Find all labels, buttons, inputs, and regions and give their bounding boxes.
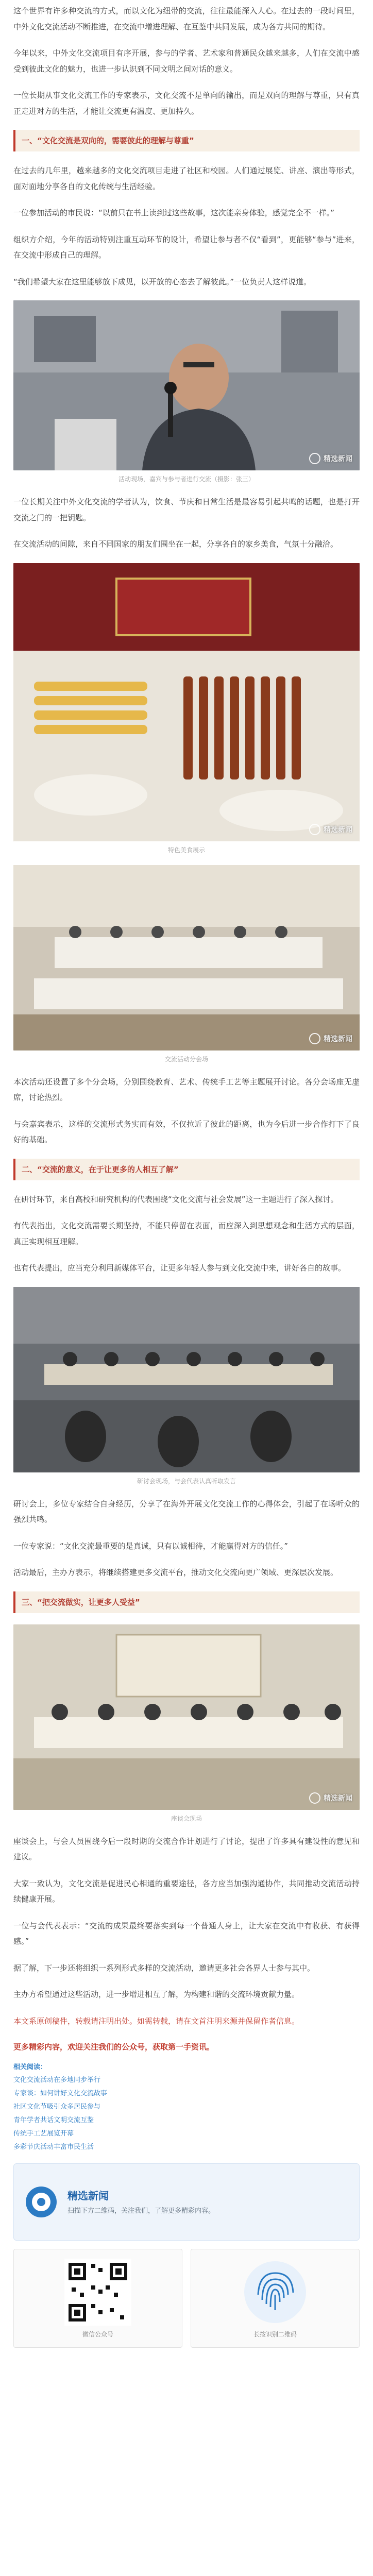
qr-code-icon	[64, 2259, 131, 2326]
paragraph: 一位专家说：“文化交流最重要的是真诚，只有以诚相待，才能赢得对方的信任。”	[13, 1541, 289, 1551]
photo-watermark	[309, 1033, 352, 1044]
qr-label: 微信公众号	[82, 2330, 113, 2338]
photo-watermark	[309, 453, 352, 464]
paragraph: 在研讨环节，来自高校和研究机构的代表围绕“文化交流与社会发展”这一主题进行了深入探讨。	[13, 1194, 338, 1204]
photo-watermark	[309, 824, 352, 835]
paragraph: 一位长期关注中外文化交流的学者认为，饮食、节庆和日常生活是最容易引起共鸣的话题，也是打开交流之门的一把钥匙。	[13, 497, 360, 522]
photo-caption: 座谈会现场	[171, 1815, 202, 1822]
promo-banner[interactable]	[13, 2163, 360, 2241]
photo-caption: 交流活动分会场	[164, 1055, 208, 1063]
photo-caption: 研讨会现场，与会代表认真听取发言	[137, 1477, 236, 1485]
watermark-logo-icon	[309, 824, 320, 835]
photo-caption: 特色美食展示	[167, 846, 205, 854]
section-heading: 三、“把交流做实，让更多人受益”	[13, 1591, 360, 1613]
related-link[interactable]: 传统手工艺展览开幕	[13, 2130, 74, 2138]
article-photo	[13, 1287, 360, 1472]
related-link[interactable]: 专家谈：如何讲好文化交流故事	[13, 2090, 108, 2097]
promo-title: 精选新闻	[67, 2189, 109, 2202]
related-list	[13, 2074, 360, 2154]
qr-card[interactable]	[191, 2249, 360, 2348]
related-title: 相关阅读：	[13, 2063, 47, 2071]
paragraph: 本次活动还设置了多个分会场，分别围绕教育、艺术、传统手工艺等主题展开讨论。各分会场座无虚席，讨论热烈。	[13, 1077, 360, 1102]
follow-note: 更多精彩内容，欢迎关注我们的公众号，获取第一手资讯。	[13, 2042, 215, 2052]
paragraph: “我们希望大家在这里能够放下成见，以开放的心态去了解彼此。”一位负责人这样说道。	[13, 277, 312, 286]
photo-seminar	[13, 1287, 360, 1472]
article-photo	[13, 300, 360, 470]
photo-caption: 活动现场，嘉宾与参与者进行交流（摄影：张三）	[118, 476, 255, 483]
brand-logo-icon	[23, 2184, 59, 2220]
paragraph: 一位长期从事文化交流工作的专家表示，文化交流不是单向的输出，而是双向的理解与尊重，只有真正走进对方的生活，才能让交流更有温度、更加持久。	[13, 91, 360, 116]
paragraph: 大家一致认为，文化交流是促进民心相通的重要途径，各方应当加强沟通协作，共同推动交流活动持续健康开展。	[13, 1878, 360, 1904]
article-photo	[13, 865, 360, 1050]
related-link[interactable]: 青年学者共话文明交流互鉴	[13, 2116, 94, 2124]
paragraph: 活动最后，主办方表示，将继续搭建更多交流平台，推动文化交流向更广领域、更深层次发展。	[13, 1568, 338, 1577]
paragraph: 也有代表提出，应当充分利用新媒体平台，让更多年轻人参与到文化交流中来，讲好各自的故事。	[13, 1263, 346, 1273]
paragraph: 在交流活动的间隙，来自不同国家的朋友们围坐在一起，分享各自的家乡美食，气氛十分融洽。	[13, 539, 338, 549]
watermark-logo-icon	[309, 453, 320, 464]
paragraph: 组织方介绍，今年的活动特别注重互动环节的设计，希望让参与者不仅“看到”，更能够“参与”进来，在交流中形成自己的理解。	[13, 234, 360, 260]
article-photo	[13, 563, 360, 841]
photo-watermark	[309, 1792, 352, 1804]
paragraph: 这个世界有许多种交流的方式，而以文化为纽带的交流，往往最能深入人心。在过去的一段时间里，中外文化交流活动不断推进，在交流中增进理解、在互鉴中共同发展，成为各方共同的期待。	[13, 6, 360, 31]
photo-conference-room	[13, 865, 360, 1050]
paragraph: 研讨会上，多位专家结合自身经历，分享了在海外开展文化交流工作的心得体会，引起了在场听众的强烈共鸣。	[13, 1499, 360, 1524]
section-heading: 一、“文化交流是双向的，需要彼此的理解与尊重”	[13, 130, 360, 151]
related-link[interactable]: 社区文化节吸引众多居民参与	[13, 2103, 101, 2111]
photo-food-table	[13, 563, 360, 841]
paragraph: 在过去的几年里，越来越多的文化交流项目走进了社区和校园。人们通过展览、讲座、演出等形式，面对面地分享各自的文化传统与生活经验。	[13, 166, 360, 191]
watermark-logo-icon	[309, 1792, 320, 1804]
paragraph: 今年以来，中外文化交流项目有序开展，参与的学者、艺术家和普通民众越来越多，人们在交流中感受到彼此文化的魅力，也进一步认识到不同文明之间对话的意义。	[13, 48, 360, 74]
watermark-logo-icon	[309, 1033, 320, 1044]
qr-card[interactable]	[13, 2249, 182, 2348]
paragraph: 与会嘉宾表示，这样的交流形式务实而有效，不仅拉近了彼此的距离，也为今后进一步合作打下了良好的基础。	[13, 1119, 360, 1144]
watermark-text: 精选新闻	[324, 825, 352, 834]
paragraph: 主办方希望通过这些活动，进一步增进相互了解，为构建和谐的交流环境贡献力量。	[13, 1990, 300, 1999]
photo-speaker	[13, 300, 360, 470]
promo-subtitle: 扫描下方二维码，关注我们，了解更多精彩内容。	[67, 2207, 215, 2215]
watermark-text: 精选新闻	[324, 1794, 352, 1803]
paragraph: 座谈会上，与会人员围绕今后一段时期的交流合作计划进行了讨论，提出了许多具有建设性的意见和建议。	[13, 1836, 360, 1861]
copyright-note: 本文系原创稿件，转载请注明出处。如需转载，请在文首注明来源并保留作者信息。	[13, 2016, 300, 2026]
qr-row	[13, 2249, 360, 2348]
paragraph: 一位参加活动的市民说：“以前只在书上读到过这些故事，这次能亲身体验，感觉完全不一样。”	[13, 208, 335, 217]
fingerprint-icon	[242, 2259, 309, 2326]
article-photo	[13, 1624, 360, 1810]
watermark-text: 精选新闻	[324, 455, 352, 463]
watermark-text: 精选新闻	[324, 1035, 352, 1043]
related-link[interactable]: 多彩节庆活动丰富市民生活	[13, 2143, 94, 2151]
related-link[interactable]: 文化交流活动在多地同步举行	[13, 2076, 101, 2084]
paragraph: 据了解，下一步还将组织一系列形式多样的交流活动，邀请更多社会各界人士参与其中。	[13, 1963, 315, 1973]
photo-meeting	[13, 1624, 360, 1810]
paragraph: 有代表指出，文化交流需要长期坚持，不能只停留在表面，而应深入到思想观念和生活方式的层面，真正实现相互理解。	[13, 1221, 360, 1246]
paragraph: 一位与会代表表示：“交流的成果最终要落实到每一个普通人身上，让大家在交流中有收获、有获得感。”	[13, 1921, 360, 1946]
section-heading: 二、“交流的意义，在于让更多的人相互了解”	[13, 1159, 360, 1180]
qr-label: 长按识别二维码	[253, 2330, 297, 2338]
